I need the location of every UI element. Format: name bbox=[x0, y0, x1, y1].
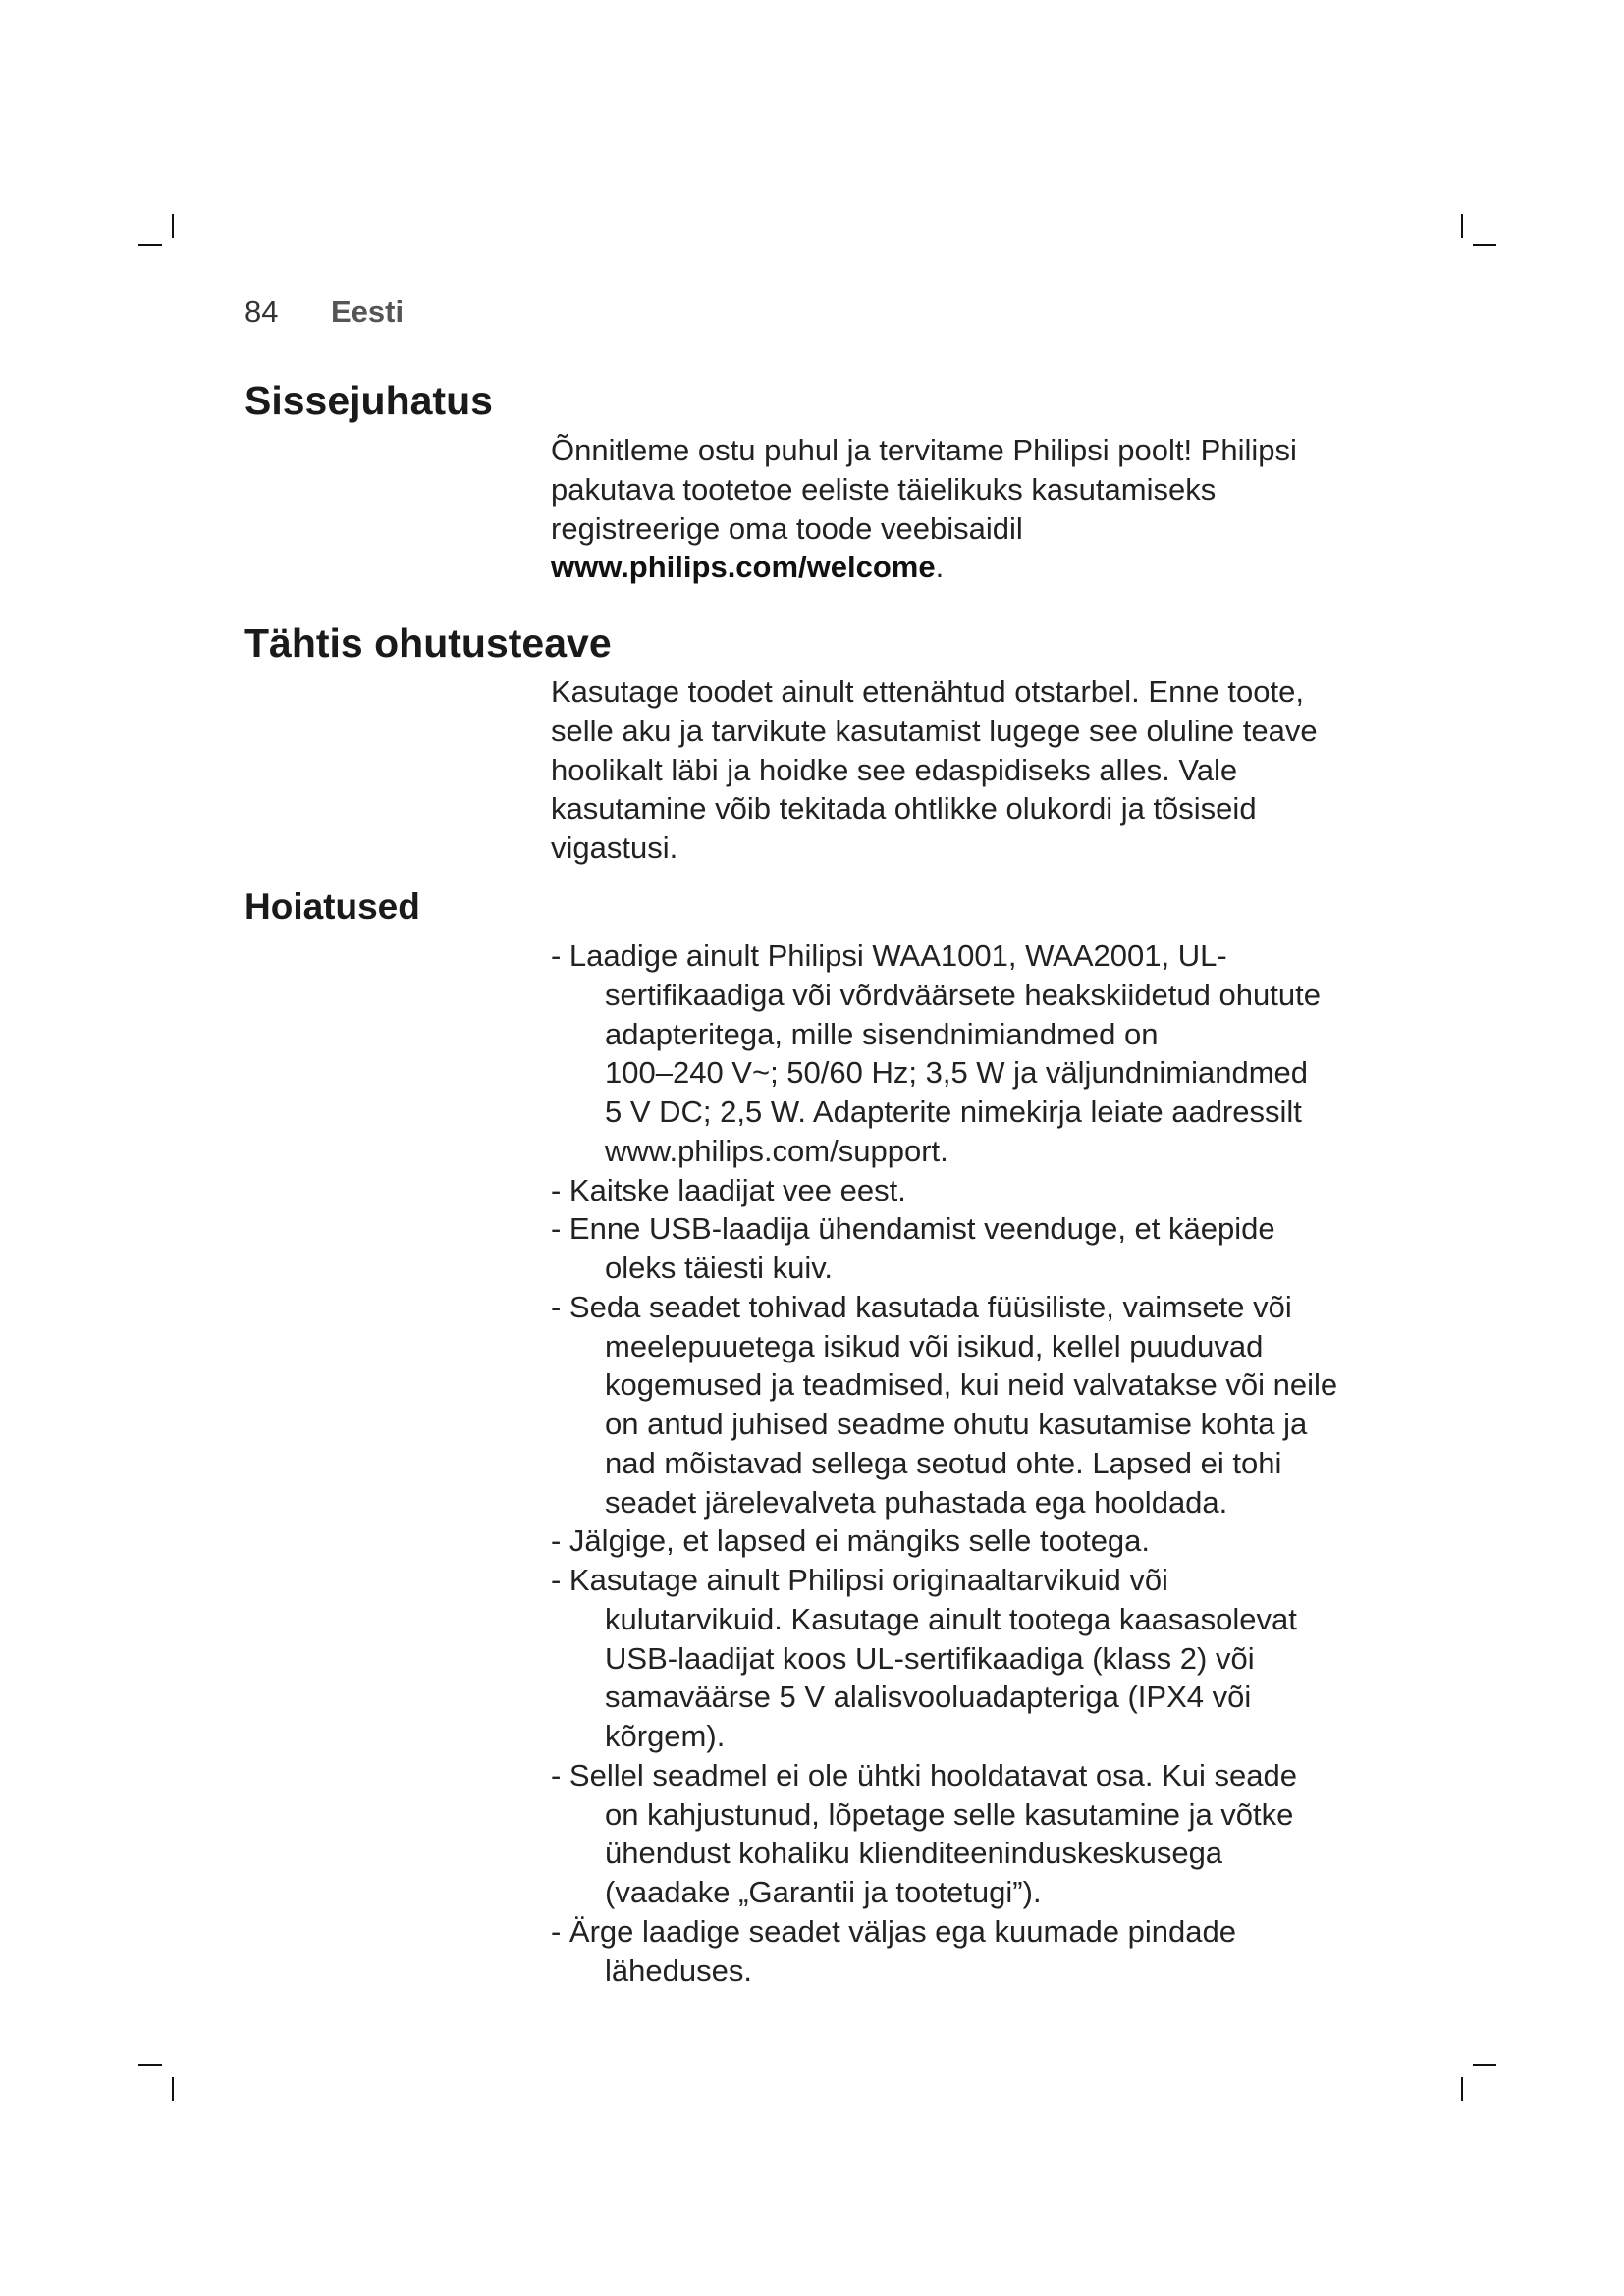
intro-paragraph bbox=[551, 431, 1435, 587]
warning-item bbox=[551, 1912, 1435, 1991]
crop-mark-top-right-vertical bbox=[1461, 214, 1463, 238]
safety-line: hoolikalt läbi ja hoidke see edaspidiseks alles. Vale bbox=[551, 752, 1238, 787]
warning-line: - Ärge laadige seadet väljas ega kuumade pindade bbox=[551, 1913, 1236, 1949]
warning-item bbox=[551, 1522, 1435, 1561]
warning-line: kõrgem). bbox=[605, 1719, 726, 1753]
warning-line: 100–240 V~; 50/60 Hz; 3,5 W ja väljundnimiandmed bbox=[605, 1055, 1309, 1091]
warning-line: (vaadake „Garantii ja tootetugi”). bbox=[605, 1875, 1042, 1909]
warning-line: oleks täiesti kuiv. bbox=[605, 1251, 834, 1285]
crop-mark-bottom-left-vertical bbox=[172, 2077, 174, 2101]
safety-heading: Tähtis ohutusteave bbox=[244, 620, 612, 666]
warning-line: seadet järelevalveta puhastada ega hooldada. bbox=[605, 1484, 1228, 1520]
warning-item bbox=[551, 1288, 1435, 1522]
welcome-link[interactable]: www.philips.com/welcome bbox=[551, 550, 936, 585]
warning-line: - Laadige ainult Philipsi WAA1001, WAA2001, UL- bbox=[551, 938, 1227, 973]
intro-line: Õnnitleme ostu puhul ja tervitame Philipsi poolt! Philipsi bbox=[551, 433, 1297, 467]
intro-link-line bbox=[551, 548, 1435, 587]
warning-line: läheduses. bbox=[605, 1952, 752, 1988]
warning-line: kogemused ja teadmised, kui neid valvatakse või neile bbox=[605, 1367, 1338, 1403]
safety-line: kasutamine võib tekitada ohtlikke olukordi ja tõsiseid bbox=[551, 791, 1257, 827]
warning-line: meelepuuetega isikud või isikud, kellel puuduvad bbox=[605, 1328, 1264, 1363]
warning-line: - Jälgige, et lapsed ei mängiks selle tootega. bbox=[551, 1523, 1151, 1559]
warning-line: samaväärse 5 V alalisvooluadapteriga (IPX4 või bbox=[605, 1680, 1252, 1715]
crop-mark-bottom-right-vertical bbox=[1461, 2077, 1463, 2101]
warning-line: - Enne USB-laadija ühendamist veenduge, et käepide bbox=[551, 1211, 1275, 1247]
intro-line: registreerige oma toode veebisaidil bbox=[551, 510, 1023, 546]
warning-item bbox=[551, 1209, 1435, 1288]
warning-item bbox=[551, 1756, 1435, 1912]
warning-item bbox=[551, 1561, 1435, 1756]
warning-item bbox=[551, 1171, 1435, 1210]
intro-line: pakutava tootetoe eeliste täielikuks kasutamiseks bbox=[551, 471, 1217, 507]
warning-line: - Kaitske laadijat vee eest. bbox=[551, 1172, 906, 1207]
warning-line: - Sellel seadmel ei ole ühtki hooldatavat osa. Kui seade bbox=[551, 1757, 1297, 1792]
safety-line: selle aku ja tarvikute kasutamist lugege see oluline teave bbox=[551, 713, 1318, 748]
warning-line: on kahjustunud, lõpetage selle kasutamine ja võtke bbox=[605, 1796, 1294, 1832]
crop-mark-bottom-left-horizontal bbox=[138, 2064, 162, 2066]
warning-line: sertifikaadiga või võrdväärsete heakskiidetud ohutute bbox=[605, 977, 1321, 1012]
language-label: Eesti bbox=[331, 294, 405, 329]
safety-line: Kasutage toodet ainult ettenähtud otstarbel. Enne toote, bbox=[551, 674, 1304, 709]
warning-line: on antud juhised seadme ohutu kasutamise kohta ja bbox=[605, 1407, 1308, 1441]
page-header bbox=[244, 293, 405, 332]
warning-line: 5 V DC; 2,5 W. Adapterite nimekirja leiate aadressilt bbox=[605, 1095, 1302, 1129]
warning-line: adapteritega, mille sisendnimiandmed on bbox=[605, 1016, 1159, 1051]
warning-line: - Seda seadet tohivad kasutada füüsiliste, vaimsete või bbox=[551, 1289, 1292, 1324]
warning-line: - Kasutage ainult Philipsi originaaltarvikuid või bbox=[551, 1563, 1168, 1597]
safety-paragraph bbox=[551, 672, 1435, 868]
crop-mark-top-right-horizontal bbox=[1473, 244, 1496, 246]
warnings-heading: Hoiatused bbox=[244, 886, 420, 927]
crop-mark-bottom-right-horizontal bbox=[1473, 2064, 1496, 2066]
crop-mark-top-left-horizontal bbox=[138, 244, 162, 246]
link-period: . bbox=[935, 550, 945, 585]
support-link[interactable]: www.philips.com/support. bbox=[605, 1133, 948, 1168]
page-number: 84 bbox=[244, 294, 279, 329]
safety-line: vigastusi. bbox=[551, 830, 678, 865]
intro-heading: Sissejuhatus bbox=[244, 378, 493, 423]
warning-item bbox=[551, 936, 1435, 1171]
warning-line: ühendust kohaliku klienditeeninduskeskusega bbox=[605, 1836, 1223, 1871]
warning-line: nad mõistavad sellega seotud ohte. Lapsed ei tohi bbox=[605, 1445, 1282, 1480]
warning-line: kulutarvikuid. Kasutage ainult tootega kaasasolevat bbox=[605, 1601, 1297, 1636]
warning-line: USB-laadijat koos UL-sertifikaadiga (klass 2) või bbox=[605, 1640, 1255, 1676]
warnings-list bbox=[551, 936, 1435, 1990]
crop-mark-top-left-vertical bbox=[172, 214, 174, 238]
